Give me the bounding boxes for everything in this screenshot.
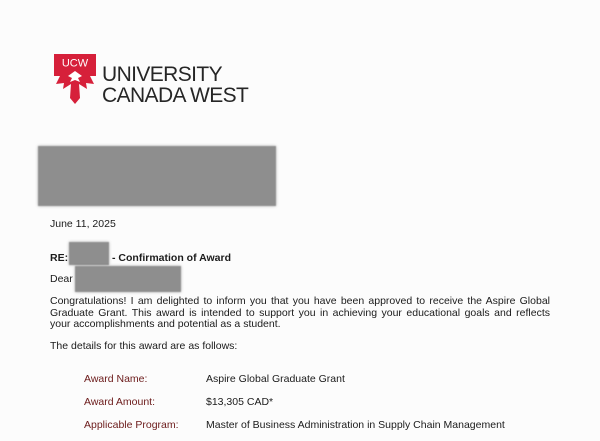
svg-text:UCW: UCW	[61, 57, 89, 70]
logo-line-university: UNIVERSITY	[102, 63, 223, 86]
salutation: Dear	[50, 273, 73, 285]
redacted-recipient-name	[75, 266, 181, 292]
applicable-program-value: Master of Business Administration in Supply Chain Management	[206, 419, 505, 431]
body-paragraph: Congratulations! I am delighted to inform you that you have been approved to receive the Aspire Global Graduate Grant. This award is intended to support you in achieving your educational goals and reflects your accomplishments and potential as a student.	[50, 295, 550, 330]
ucw-maple-leaf-logo	[54, 54, 96, 104]
redacted-recipient-address	[38, 146, 276, 206]
applicable-program-label: Applicable Program:	[84, 419, 179, 431]
university-logo	[54, 54, 279, 112]
award-name-label: Award Name:	[84, 373, 148, 385]
re-subject: - Confirmation of Award	[112, 252, 231, 264]
award-amount-value: $13,305 CAD*	[206, 396, 274, 408]
university-name	[102, 64, 248, 106]
letter-date: June 11, 2025	[50, 218, 116, 230]
award-amount-label: Award Amount:	[84, 396, 156, 408]
re-label: RE:	[50, 252, 69, 264]
details-intro: The details for this award are as follows:	[50, 340, 238, 352]
redacted-student-id	[69, 242, 109, 265]
logo-line-canada-west: CANADA WEST	[102, 84, 249, 107]
award-name-value: Aspire Global Graduate Grant	[206, 373, 345, 385]
